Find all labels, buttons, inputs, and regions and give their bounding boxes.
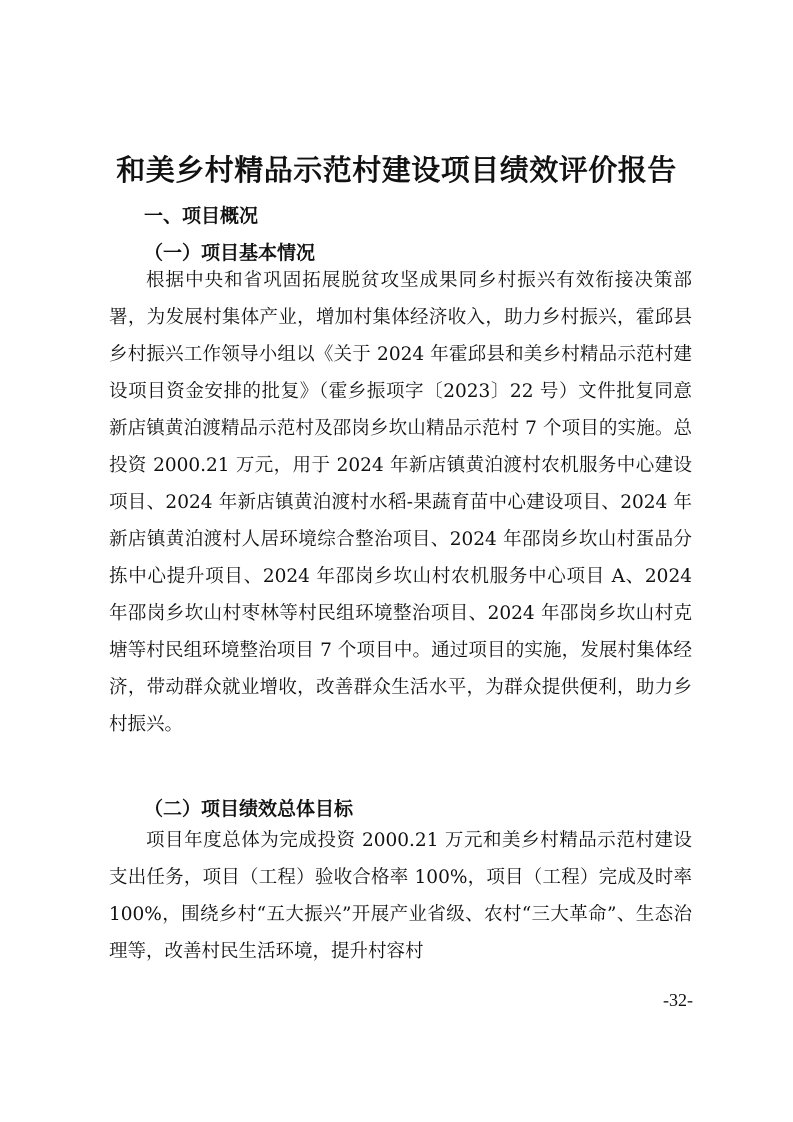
- subsection-heading-basic-info: （一）项目基本情况: [144, 242, 316, 264]
- page-number: -32-: [663, 990, 693, 1010]
- paragraph-basic-info: [109, 262, 692, 743]
- paragraph-performance-goal: [109, 822, 692, 970]
- section-heading-overview: 一、项目概况: [144, 205, 259, 227]
- document-title: 和美乡村精品示范村建设项目绩效评价报告: [116, 153, 677, 187]
- subsection-heading-performance-goal: （二）项目绩效总体目标: [144, 798, 354, 820]
- paragraph-performance-goal-text: 项目年度总体为完成投资 2000.21 万元和美乡村精品示范村建设支出任务，项目（工程）验收合格率 100%，项目（工程）完成及时率 100%，围绕乡村“五大振兴”开展产业省级、农村“三大革命”、生态治理等，改善村民生活环境，提升村容村: [109, 830, 692, 962]
- paragraph-basic-info-text: 根据中央和省巩固拓展脱贫攻坚成果同乡村振兴有效衔接决策部署，为发展村集体产业，增加村集体经济收入，助力乡村振兴，霍邱县乡村振兴工作领导小组以《关于 2024 年霍邱县和美乡村精品示范村建设项目资金安排的批复》（霍乡振项字〔2023〕22 号）文件批复同意新店镇黄泊渡精品示范村及邵岗乡坎山精品示范村 7 个项目的实施。总投资 2000.21 万元，用于 2024 年新店镇黄泊渡村农机服务中心建设项目、2024 年新店镇黄泊渡村水稻-果蔬育苗中心建设项目、2024 年新店镇黄泊渡村人居环境综合整治项目、2024 年邵岗乡坎山村蛋品分拣中心提升项目、2024 年邵岗乡坎山村农机服务中心项目 A、2024 年邵岗乡坎山村枣林等村民组环境整治项目、2024 年邵岗乡坎山村克塘等村民组环境整治项目 7 个项目中。通过项目的实施，发展村集体经济，带动群众就业增收，改善群众生活水平，为群众提供便利，助力乡村振兴。: [109, 270, 692, 735]
